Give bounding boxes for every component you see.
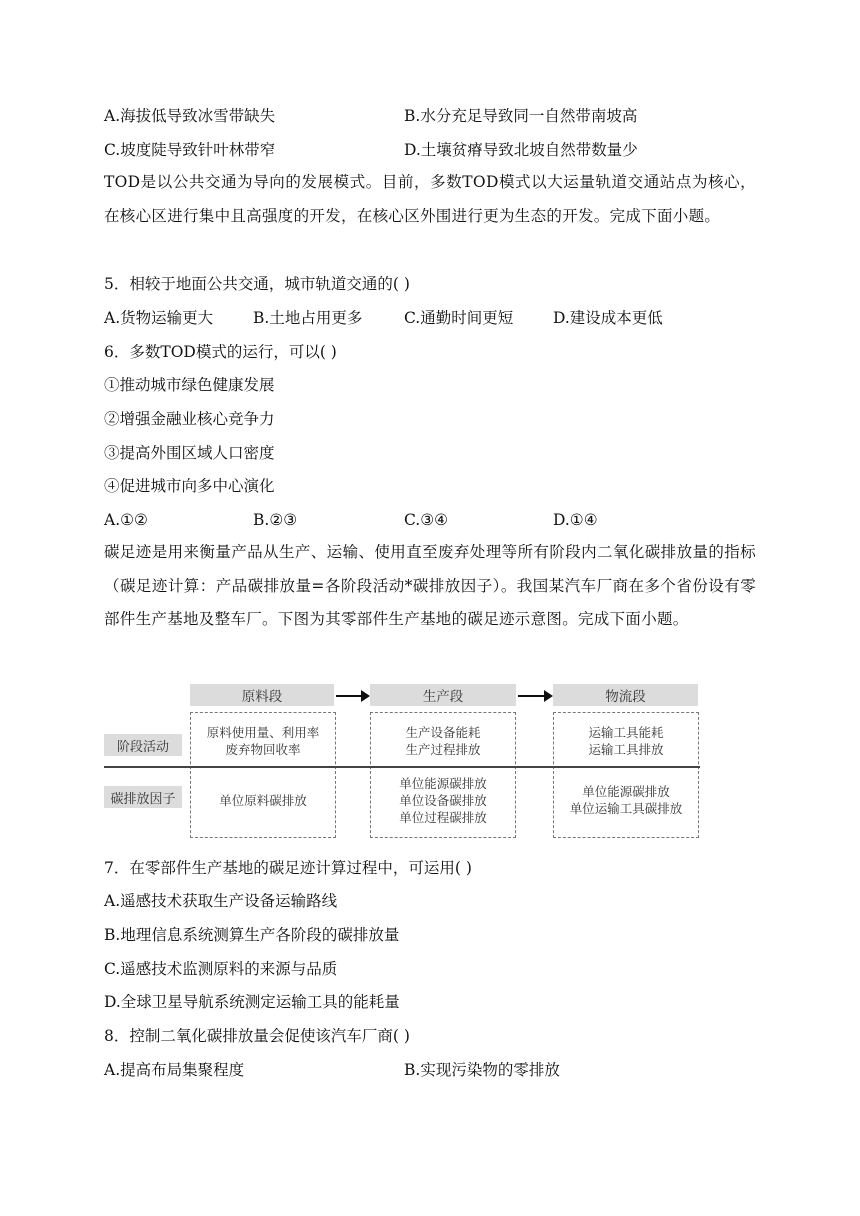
factor-logistics <box>553 783 699 817</box>
activity-production <box>370 724 516 758</box>
q5-option-d: D.建设成本更低 <box>553 309 663 327</box>
q4-option-d: D.土壤贫瘠导致北坡自然带数量少 <box>404 141 638 159</box>
q7-option-a: A.遥感技术获取生产设备运输路线 <box>104 892 338 910</box>
factor-line: 单位过程碳排放 <box>399 810 487 825</box>
q8-option-b: B.实现污染物的零排放 <box>404 1061 560 1079</box>
stage-header-logistics: 物流段 <box>553 684 698 706</box>
activity-line: 废弃物回收率 <box>225 742 301 757</box>
q4-option-row-2 <box>104 140 638 160</box>
q4-option-a: A.海拔低导致冰雪带缺失 <box>104 107 276 125</box>
carbon-footprint-diagram <box>104 684 700 838</box>
factor-line: 单位设备碳排放 <box>399 793 487 808</box>
activity-line: 生产过程排放 <box>405 742 481 757</box>
q6-item-4: ④促进城市向多中心演化 <box>104 477 275 495</box>
q7-option-d: D.全球卫星导航系统测定运输工具的能耗量 <box>104 993 400 1011</box>
factor-line: 单位原料碳排放 <box>219 793 307 808</box>
factor-line: 单位能源碳排放 <box>582 784 670 799</box>
factor-production <box>370 775 516 826</box>
factor-raw-material <box>190 792 336 809</box>
q6-option-a: A.①② <box>104 511 148 529</box>
q5-option-b: B.土地占用更多 <box>253 309 363 327</box>
q6-item-2: ②增强金融业核心竞争力 <box>104 410 275 428</box>
stage-header-raw-material: 原料段 <box>190 684 334 706</box>
activity-raw-material <box>190 724 336 758</box>
arrow-icon <box>518 695 551 697</box>
q5-stem: 5．相较于地面公共交通，城市轨道交通的( ) <box>104 275 410 293</box>
q6-option-b: B.②③ <box>253 511 298 529</box>
q7-option-c: C.遥感技术监测原料的来源与品质 <box>104 960 338 978</box>
tod-intro-paragraph: TOD是以公共交通为导向的发展模式。目前，多数TOD模式以大运量轨道交通站点为核心，在核心区进行集中且高强度的开发，在核心区外围进行更为生态的开发。完成下面小题。 <box>104 173 756 225</box>
activity-line: 生产设备能耗 <box>405 725 481 740</box>
q6-option-d: D.①④ <box>553 511 598 529</box>
stage-header-production: 生产段 <box>370 684 516 706</box>
q7-stem: 7．在零部件生产基地的碳足迹计算过程中，可运用( ) <box>104 859 472 877</box>
q4-option-b: B.水分充足导致同一自然带南坡高 <box>404 107 638 125</box>
row-divider <box>104 766 700 768</box>
q8-option-a: A.提高布局集聚程度 <box>104 1061 245 1079</box>
q6-option-c: C.③④ <box>404 511 449 529</box>
q4-option-c: C.坡度陡导致针叶林带窄 <box>104 141 276 159</box>
activity-line: 运输工具能耗 <box>588 725 664 740</box>
q4-option-row-1 <box>104 106 638 126</box>
arrow-icon <box>336 695 368 697</box>
q6-item-1: ①推动城市绿色健康发展 <box>104 376 275 394</box>
activity-line: 原料使用量、利用率 <box>206 725 320 740</box>
q8-stem: 8．控制二氧化碳排放量会促使该汽车厂商( ) <box>104 1027 410 1045</box>
q5-option-c: C.通勤时间更短 <box>404 309 514 327</box>
q6-item-3: ③提高外围区域人口密度 <box>104 444 275 462</box>
row-label-activity: 阶段活动 <box>104 734 182 756</box>
factor-line: 单位能源碳排放 <box>399 776 487 791</box>
activity-line: 运输工具排放 <box>588 742 664 757</box>
q8-option-row-1 <box>104 1060 560 1080</box>
activity-logistics <box>553 724 699 758</box>
row-label-emission-factor: 碳排放因子 <box>104 786 182 808</box>
q7-option-b: B.地理信息系统测算生产各阶段的碳排放量 <box>104 926 400 944</box>
q6-stem: 6．多数TOD模式的运行，可以( ) <box>104 343 337 361</box>
q5-option-a: A.货物运输更大 <box>104 309 214 327</box>
factor-line: 单位运输工具碳排放 <box>569 801 683 816</box>
carbon-intro-paragraph: 碳足迹是用来衡量产品从生产、运输、使用直至废弃处理等所有阶段内二氧化碳排放量的指标（碳足迹计算：产品碳排放量=各阶段活动*碳排放因子）。我国某汽车厂商在多个省份设有零部件生产基地及整车厂。下图为其零部件生产基地的碳足迹示意图。完成下面小题。 <box>104 543 756 628</box>
